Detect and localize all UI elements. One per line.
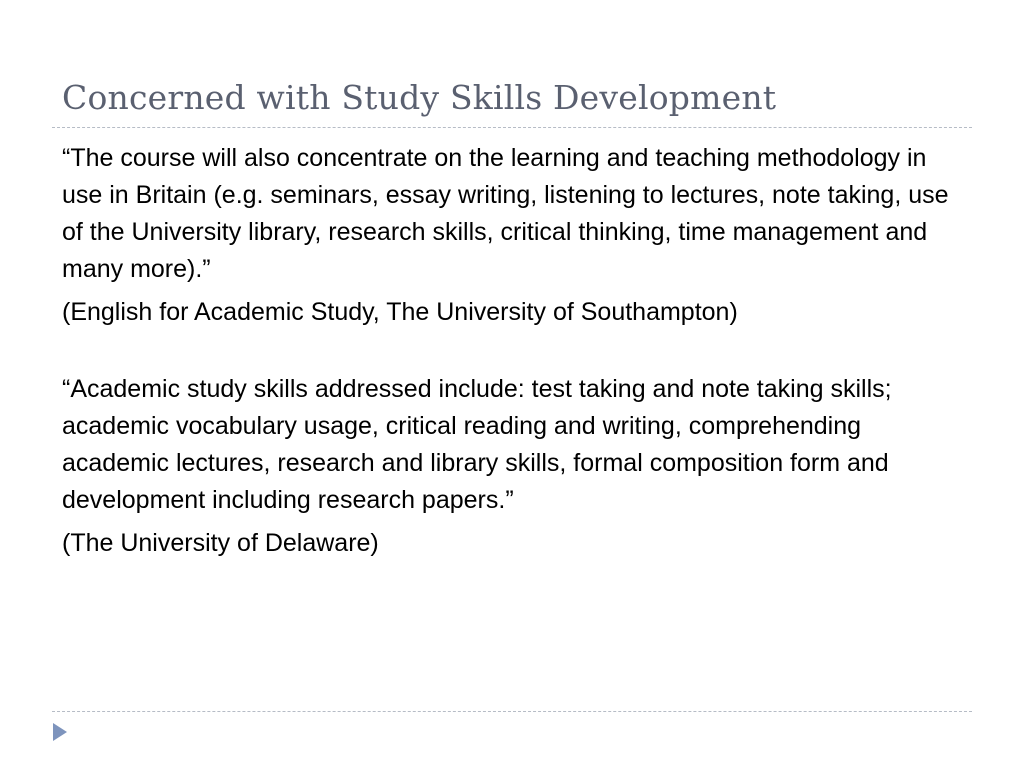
slide-body <box>62 140 962 562</box>
play-triangle-icon[interactable] <box>52 722 68 742</box>
footer-divider <box>52 711 972 712</box>
source-delaware: (The University of Delaware) <box>62 529 379 557</box>
quote-delaware: “Academic study skills addressed include: test taking and note taking skills; academic vocabulary usage, critical reading and writing, comprehending academic lectures, research and library skills, formal composition form and development including research papers.” <box>62 375 892 514</box>
quote-southampton: “The course will also concentrate on the learning and teaching methodology in use in Britain (e.g. seminars, essay writing, listening to lectures, note taking, use of the University library, research skills, critical thinking, time management and many more).” <box>62 144 949 283</box>
source-southampton: (English for Academic Study, The University of Southampton) <box>62 298 738 326</box>
slide-title: Concerned with Study Skills Development <box>62 78 777 117</box>
title-divider <box>52 127 972 128</box>
